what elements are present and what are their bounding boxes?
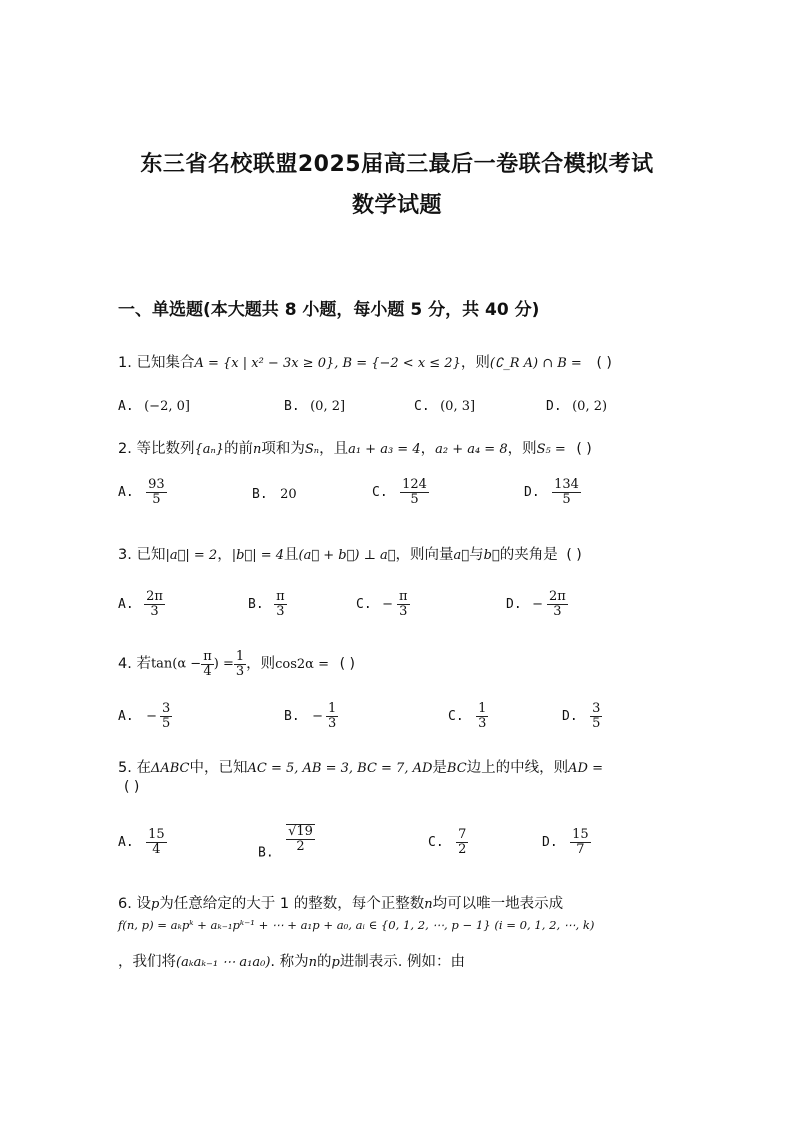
option-d — [546, 398, 607, 414]
option-value: (0, 2) — [572, 399, 608, 414]
fraction-numerator: π — [399, 589, 408, 604]
option-fraction — [286, 824, 315, 853]
question-text: 等比数列 — [136, 441, 195, 457]
math-expression: {aₙ} — [194, 442, 225, 457]
option-fraction — [552, 478, 581, 506]
fraction-denominator: 2 — [296, 838, 305, 854]
option-b — [284, 702, 338, 730]
question-number: 5. — [118, 760, 132, 776]
option-c — [414, 398, 475, 414]
option-label: A. — [118, 485, 134, 501]
option-sign: − — [146, 709, 158, 725]
math-expression: AD = — [568, 761, 603, 776]
option-label: C. — [414, 399, 430, 414]
question-1 — [118, 351, 612, 372]
option-label: D. — [506, 597, 522, 613]
option-value: (0, 3] — [440, 399, 476, 414]
option-label: D. — [542, 835, 558, 851]
fraction-numerator: 134 — [554, 477, 579, 492]
fraction-denominator: 5 — [410, 491, 419, 507]
option-d — [524, 478, 581, 506]
question-text: ，则 — [507, 441, 537, 457]
fraction-denominator: 3 — [399, 603, 408, 619]
option-fraction — [146, 478, 167, 506]
option-b — [252, 486, 297, 502]
option-label: C. — [448, 709, 464, 725]
question-text: ， — [217, 547, 232, 563]
math-expression: (aₖaₖ₋₁ ⋯ a₁a₀) — [176, 955, 271, 970]
option-label: B. — [284, 709, 300, 725]
option-a — [118, 828, 167, 856]
question-text: 已知 — [136, 547, 166, 563]
option-a — [118, 590, 165, 618]
fraction-denominator: 2 — [458, 841, 467, 857]
question-text: 中，已知 — [189, 760, 248, 776]
option-fraction — [547, 590, 568, 618]
answer-blank: ( ) — [596, 355, 612, 371]
option-value: (0, 2] — [310, 399, 346, 414]
fraction-denominator: 3 — [553, 603, 562, 619]
fraction-numerator: 1 — [235, 649, 245, 664]
question-text: 为任意给定的大于 1 的整数，每个正整数 — [159, 896, 425, 912]
fraction-denominator: 5 — [562, 491, 571, 507]
option-label: C. — [428, 835, 444, 851]
math-expression: n — [424, 897, 433, 912]
question-text: 与 — [469, 547, 484, 563]
fraction-numerator: 124 — [402, 477, 427, 492]
question-text: 项和为 — [261, 441, 305, 457]
option-fraction — [400, 478, 429, 506]
option-label: D. — [524, 485, 540, 501]
fraction-numerator: 1 — [478, 701, 487, 716]
option-fraction — [326, 702, 338, 730]
option-sign: − — [382, 597, 394, 613]
fraction-numerator: 15 — [572, 827, 589, 842]
fraction-numerator: 3 — [592, 701, 601, 716]
fraction-denominator: 3 — [235, 663, 245, 679]
option-fraction — [274, 590, 287, 618]
math-formula: f(n, p) = aₖpᵏ + aₖ₋₁pᵏ⁻¹ + ⋯ + a₁p + a₀, aᵢ ∈ {0, 1, 2, ⋯, p − 1} (i = 0, 1, 2, ⋯, k) — [118, 918, 595, 932]
fraction-numerator: 93 — [148, 477, 165, 492]
question-text: 的 — [316, 954, 332, 970]
question-text: ，且 — [319, 441, 349, 457]
option-fraction — [456, 828, 468, 856]
question-number: 1. — [118, 355, 132, 371]
fraction-denominator: 7 — [576, 841, 585, 857]
option-label: C. — [356, 597, 372, 613]
math-expression: AC = 5, AB = 3, BC = 7, AD — [247, 761, 433, 776]
question-6-formula — [118, 917, 594, 932]
math-expression: n — [308, 955, 317, 970]
option-fraction — [397, 590, 410, 618]
math-expression: p — [150, 897, 160, 912]
question-text: ，则 — [246, 656, 276, 673]
fraction-numerator: 15 — [148, 827, 165, 842]
math-expression: (∁_R A) ∩ B = — [489, 356, 582, 371]
fraction-numerator: 2π — [549, 589, 566, 604]
option-fraction — [590, 702, 602, 730]
question-text: 若 — [136, 656, 151, 673]
fraction-numerator: 2π — [146, 589, 163, 604]
option-sign: − — [532, 597, 544, 613]
option-value: 20 — [280, 487, 297, 502]
question-3 — [118, 543, 582, 564]
inline-fraction — [234, 650, 246, 678]
fraction-numerator: 1 — [328, 701, 337, 716]
option-label: A. — [118, 709, 134, 725]
fraction-numerator: π — [276, 589, 285, 604]
answer-blank: ( ) — [566, 547, 582, 563]
math-expression: a₁ + a₃ = 4 — [348, 442, 421, 457]
option-c — [428, 828, 468, 856]
question-number: 4. — [118, 656, 132, 673]
section-heading: 一、单选题(本大题共 8 小题，每小题 5 分，共 40 分) — [118, 300, 540, 320]
fraction-denominator: 3 — [150, 603, 159, 619]
question-text: 进制表示. 例如：由 — [339, 954, 466, 970]
option-label: C. — [372, 485, 388, 501]
fraction-denominator: 3 — [478, 715, 487, 731]
question-text: . 称为 — [270, 954, 309, 970]
math-expression: |b⃗| = 4 — [231, 548, 285, 563]
option-label: B. — [258, 845, 274, 861]
math-expression: p — [331, 955, 340, 970]
question-text: ，则 — [460, 355, 490, 371]
option-c — [356, 590, 410, 618]
math-expression: a⃗ — [453, 548, 470, 563]
answer-blank: ( ) — [339, 656, 355, 673]
math-expression: ) = — [213, 656, 234, 672]
option-c — [448, 702, 488, 730]
option-label: B. — [248, 597, 264, 613]
fraction-denominator: 4 — [152, 841, 161, 857]
math-expression: BC — [446, 761, 467, 776]
answer-blank: ( ) — [576, 441, 592, 457]
question-text: 均可以唯一地表示成 — [432, 896, 564, 912]
option-label: B. — [284, 399, 300, 414]
option-label: A. — [118, 597, 134, 613]
math-expression: ΔABC — [150, 761, 190, 776]
fraction-denominator: 5 — [162, 715, 171, 731]
question-text: ， — [420, 441, 436, 457]
option-d — [506, 590, 568, 618]
option-d — [562, 702, 602, 730]
question-6 — [118, 892, 563, 913]
math-expression: b⃗ — [483, 548, 500, 563]
option-label: D. — [546, 399, 562, 414]
option-label: B. — [252, 487, 268, 502]
option-a — [118, 398, 190, 414]
question-4 — [118, 650, 355, 678]
fraction-numerator: 7 — [458, 827, 467, 842]
math-expression: a₂ + a₄ = 8 — [435, 442, 508, 457]
fraction-denominator: 4 — [203, 663, 212, 679]
option-label: A. — [118, 399, 134, 414]
question-text: ，则向量 — [395, 547, 454, 563]
option-b — [284, 398, 345, 414]
inline-fraction — [201, 650, 214, 678]
option-a — [118, 478, 167, 506]
question-text: ，我们将 — [118, 954, 176, 970]
fraction-denominator: 5 — [592, 715, 601, 731]
option-fraction — [476, 702, 488, 730]
fraction-denominator: 3 — [328, 715, 337, 731]
question-6-continued — [118, 950, 465, 971]
fraction-numerator: π — [203, 649, 212, 664]
option-sign: − — [312, 709, 324, 725]
question-text: 在 — [136, 760, 151, 776]
question-number: 2. — [118, 441, 132, 457]
question-text: 设 — [136, 896, 151, 912]
option-b — [258, 824, 315, 861]
answer-blank: ( ) — [124, 779, 140, 795]
option-label: D. — [562, 709, 578, 725]
question-text: 的前 — [224, 441, 254, 457]
fraction-denominator: 5 — [152, 491, 161, 507]
exam-title-line2: 数学试题 — [351, 193, 442, 218]
option-a — [118, 702, 172, 730]
question-number: 3. — [118, 547, 132, 563]
option-fraction — [570, 828, 591, 856]
math-expression: n — [253, 442, 262, 457]
math-expression: Sₙ — [304, 442, 320, 457]
math-expression: cos2α = — [275, 657, 329, 673]
math-expression: tan(α − — [150, 656, 202, 672]
question-text: 是 — [432, 760, 447, 776]
fraction-numerator: 3 — [162, 701, 171, 716]
question-5 — [118, 756, 603, 777]
math-expression: S₅ = — [536, 442, 566, 457]
math-expression: |a⃗| = 2 — [165, 548, 218, 563]
question-text: 的夹角是 — [499, 547, 558, 563]
fraction-numerator: √19 — [288, 824, 313, 839]
math-expression: (a⃗ + b⃗) ⊥ a⃗ — [298, 548, 396, 563]
option-fraction — [144, 590, 165, 618]
option-fraction — [160, 702, 172, 730]
question-text: 已知集合 — [136, 355, 195, 371]
option-d — [542, 828, 591, 856]
option-c — [372, 478, 429, 506]
option-b — [248, 590, 287, 618]
question-number: 6. — [118, 896, 132, 912]
question-text: 边上的中线，则 — [466, 760, 569, 776]
option-value: (−2, 0] — [144, 399, 190, 414]
answer-blank-line — [124, 779, 139, 795]
fraction-denominator: 3 — [276, 603, 285, 619]
option-label: A. — [118, 835, 134, 851]
question-2 — [118, 437, 592, 458]
exam-title-line1: 东三省名校联盟2025届高三最后一卷联合模拟考试 — [140, 152, 654, 177]
question-text: 且 — [284, 547, 299, 563]
math-expression: A = {x | x² − 3x ≥ 0}, B = {−2 < x ≤ 2} — [194, 356, 461, 371]
option-fraction — [146, 828, 167, 856]
